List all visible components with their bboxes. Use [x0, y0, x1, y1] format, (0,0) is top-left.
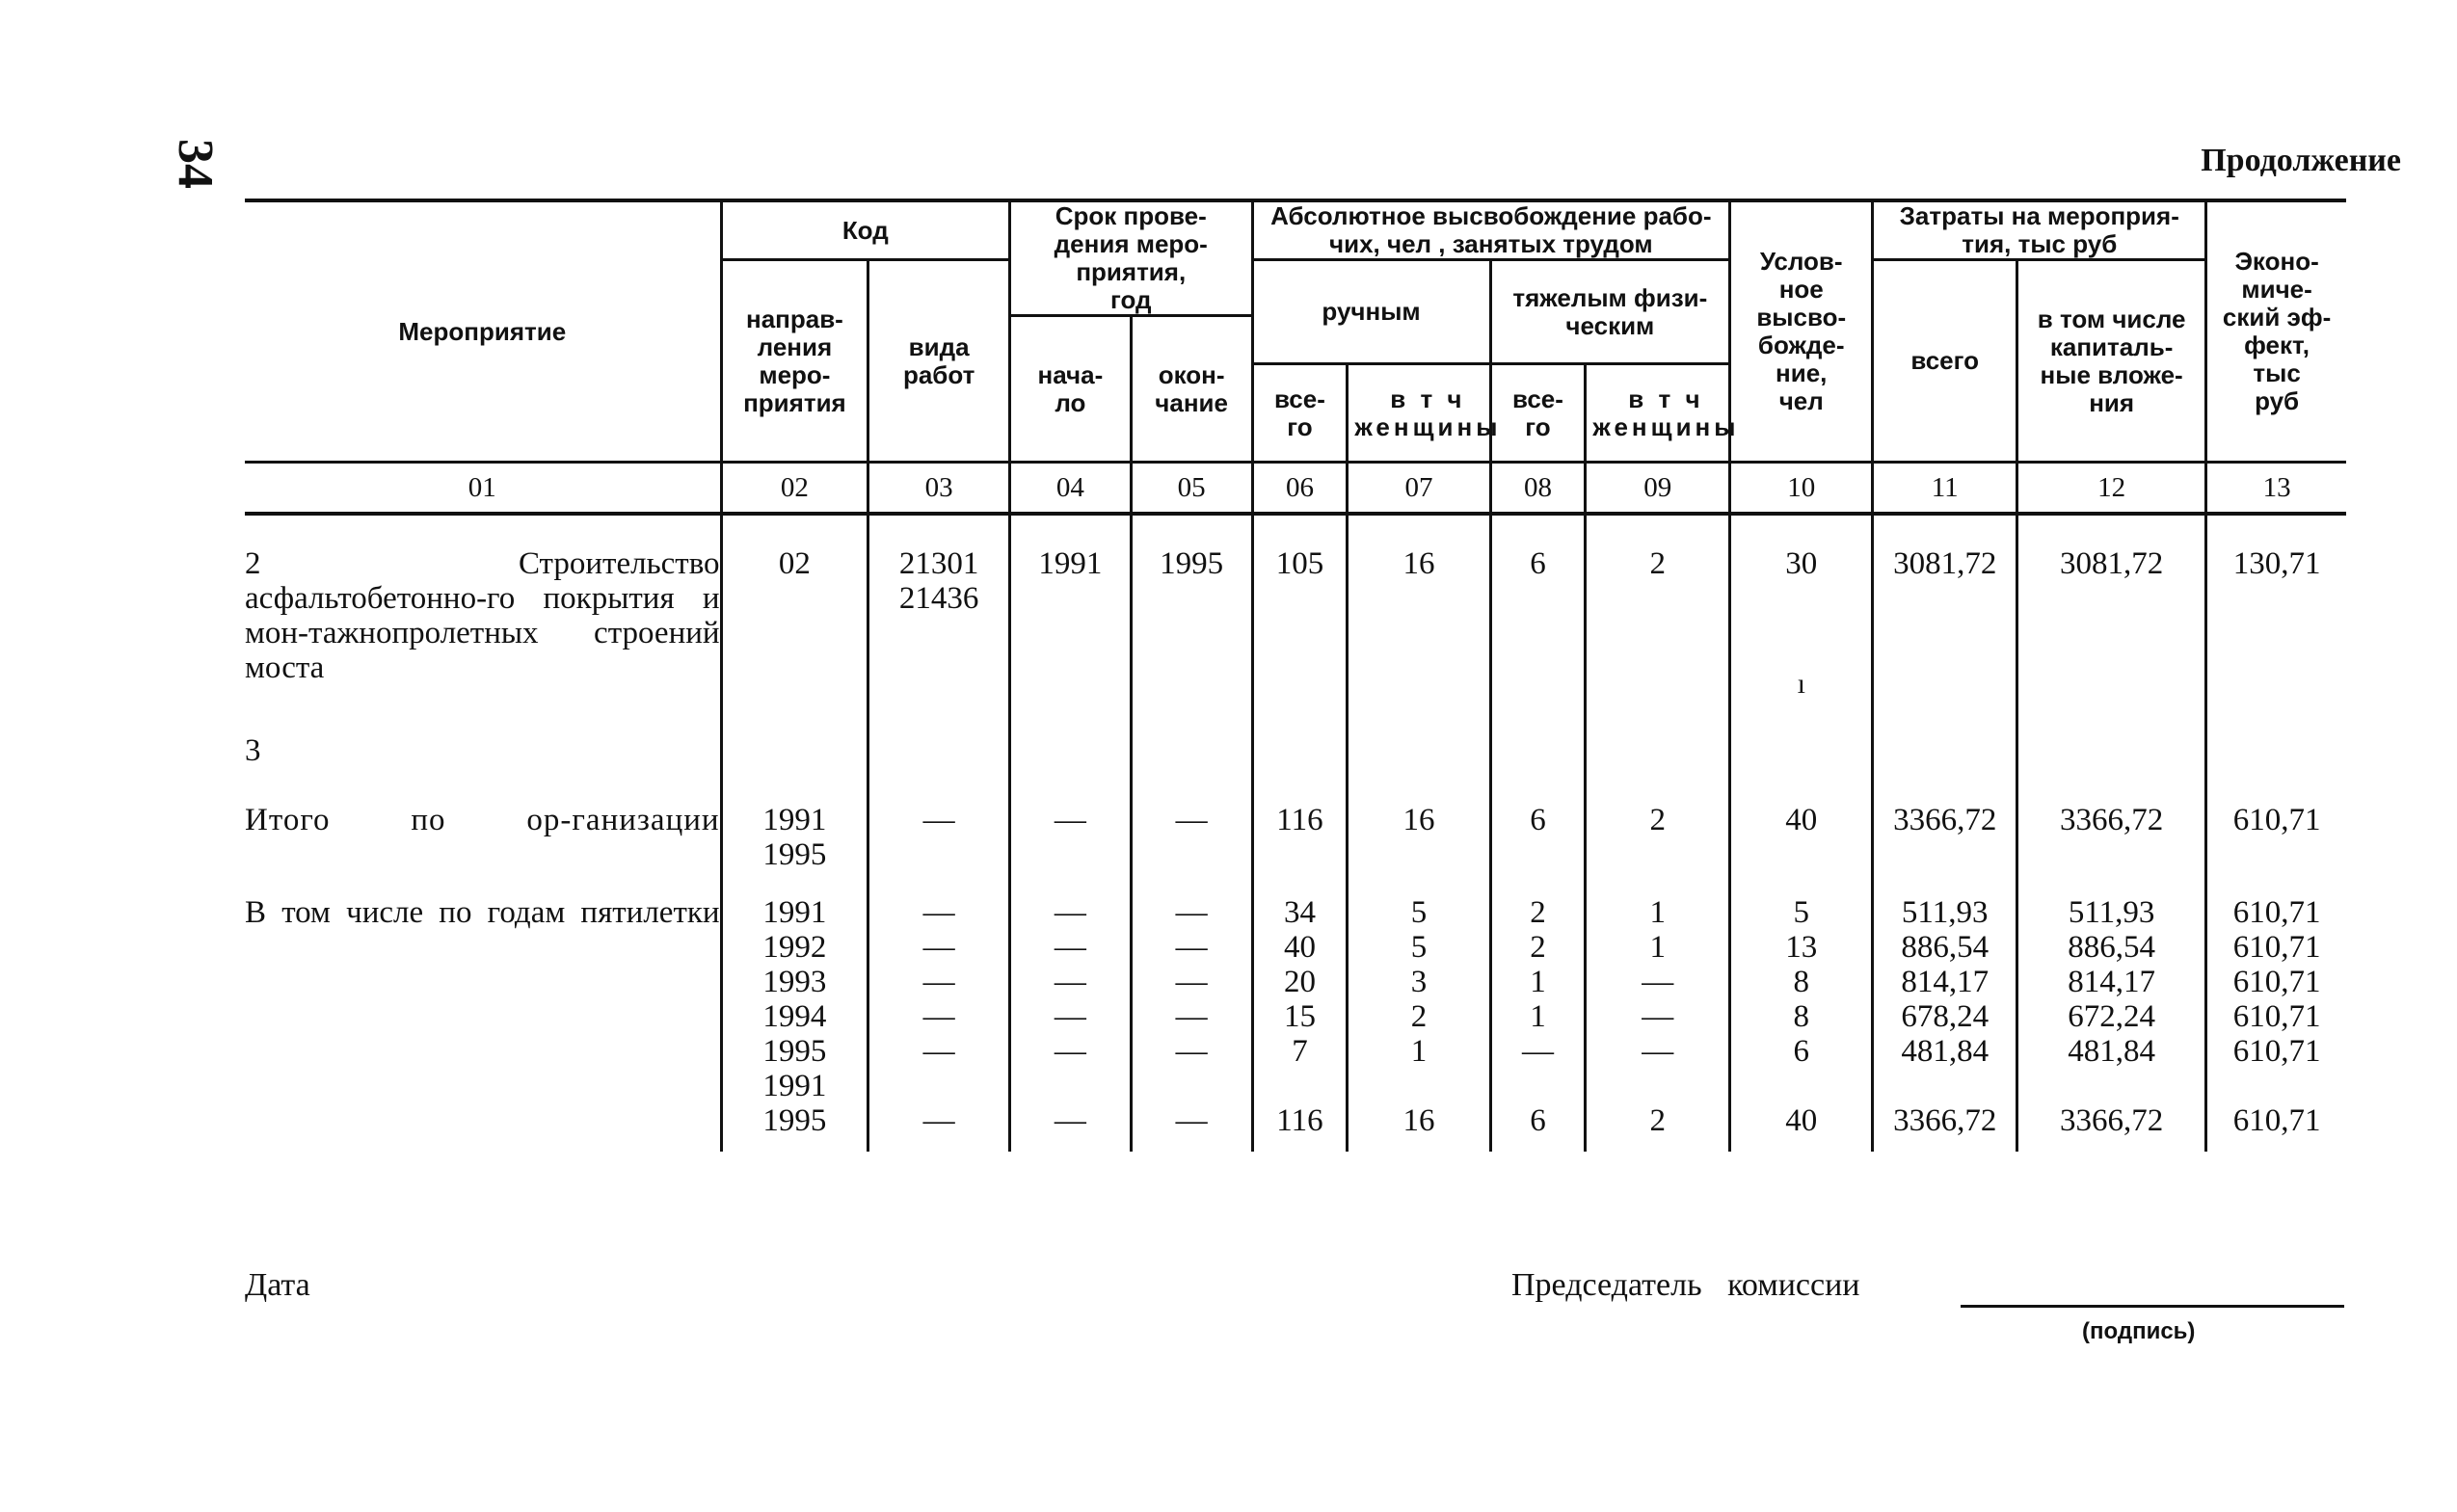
header-event: Мероприятие	[245, 200, 721, 463]
header-heavy-total: все- го	[1490, 364, 1586, 463]
col-number: 08	[1490, 463, 1586, 515]
cell: 5 13 8 8 6 40	[1730, 895, 1873, 1152]
cell: 1991 1995	[721, 791, 868, 895]
header-code: Код	[721, 200, 1009, 260]
cell: — — — — — —	[1010, 895, 1132, 1152]
header-conditional-release: Услов- ное высво- божде- ние, чел	[1730, 200, 1873, 463]
header-costs-capital: в том числе капиталь- ные вложе- ния	[2017, 260, 2206, 463]
date-label: Дата	[245, 1267, 310, 1303]
header-costs: Затраты на мероприя- тия, тыс руб	[1873, 200, 2206, 260]
cell: 6	[1490, 791, 1586, 895]
col-number: 06	[1252, 463, 1348, 515]
cell: 5 5 3 2 1 16	[1348, 895, 1490, 1152]
col-number: 03	[868, 463, 1010, 515]
cell: 16	[1348, 514, 1490, 733]
header-manual-total: все- го	[1252, 364, 1348, 463]
row-label: 3	[245, 733, 261, 768]
cell: 3081,72	[1873, 514, 2017, 733]
cell: 21301 21436	[868, 514, 1010, 733]
cell: 511,93 886,54 814,17 678,24 481,84 3366,72	[1873, 895, 2017, 1152]
header-code-work: вида работ	[868, 260, 1010, 463]
header-term-start: нача- ло	[1010, 316, 1132, 463]
col-number: 11	[1873, 463, 2017, 515]
col-number: 05	[1131, 463, 1252, 515]
cell: — — — — — —	[868, 895, 1010, 1152]
cell: 1 1 — — — 2	[1586, 895, 1730, 1152]
header-effect: Эконо- миче- ский эф- фект, тыс руб	[2206, 200, 2346, 463]
cell: 3081,72	[2017, 514, 2206, 733]
cell: 116	[1252, 791, 1348, 895]
cell: 1991	[1010, 514, 1132, 733]
cell: —	[1131, 791, 1252, 895]
row-label: 2 Строительство асфальтобетонно-го покрытия и мон-тажнопролетных строений моста	[245, 546, 720, 685]
table-row	[245, 733, 2346, 791]
cell: 1991 1992 1993 1994 1995 1991 1995	[721, 895, 868, 1152]
cell: —	[868, 791, 1010, 895]
chairman-label: Председатель комиссии	[1511, 1267, 1860, 1303]
header-costs-total: всего	[1873, 260, 2017, 463]
table-row	[245, 895, 2346, 1152]
signature-note: (подпись)	[2082, 1318, 2196, 1344]
header-heavy: тяжелым физи- ческим	[1490, 260, 1730, 364]
signature-line	[1961, 1305, 2344, 1308]
col-number: 01	[245, 463, 721, 515]
table-row	[245, 791, 2346, 895]
cell: — — — — — —	[1131, 895, 1252, 1152]
col-number: 13	[2206, 463, 2346, 515]
col-number: 12	[2017, 463, 2206, 515]
cell: 1995	[1131, 514, 1252, 733]
table-row	[245, 514, 2346, 733]
cell: 6	[1490, 514, 1586, 733]
cell: 3366,72	[2017, 791, 2206, 895]
col-number: 02	[721, 463, 868, 515]
col-number: 10	[1730, 463, 1873, 515]
cell: 130,71	[2206, 514, 2346, 733]
cell: 610,71	[2206, 791, 2346, 895]
events-table	[245, 199, 2346, 1152]
header-code-direction: направ- ления меро- приятия	[721, 260, 868, 463]
cell: 511,93 886,54 814,17 672,24 481,84 3366,72	[2017, 895, 2206, 1152]
continuation-label: Продолжение	[2201, 143, 2401, 178]
cell: 105	[1252, 514, 1348, 733]
cell: 34 40 20 15 7 116	[1252, 895, 1348, 1152]
header-term: Срок прове- дения меро- приятия, год	[1010, 200, 1253, 316]
header-heavy-women: в т ч женщины	[1586, 364, 1730, 463]
header-manual-women: в т ч женщины	[1348, 364, 1490, 463]
cell: —	[1010, 791, 1132, 895]
header-release: Абсолютное высвобождение рабо- чих, чел , занятых трудом	[1252, 200, 1730, 260]
pen-mark: ı	[1797, 668, 1805, 700]
cell: 30 ı	[1730, 514, 1873, 733]
cell: 2 2 1 1 — 6	[1490, 895, 1586, 1152]
header-manual: ручным	[1252, 260, 1490, 364]
row-label: В том числе по годам пятилетки	[245, 895, 720, 930]
cell: 16	[1348, 791, 1490, 895]
cell: 2	[1586, 514, 1730, 733]
cell: 2	[1586, 791, 1730, 895]
cell: 3366,72	[1873, 791, 2017, 895]
cell: 610,71 610,71 610,71 610,71 610,71 610,71	[2206, 895, 2346, 1152]
header-term-end: окон- чание	[1131, 316, 1252, 463]
page-number: 34	[168, 139, 223, 189]
col-number: 07	[1348, 463, 1490, 515]
cell: 40	[1730, 791, 1873, 895]
cell: 02	[721, 514, 868, 733]
row-label: Итого по ор-ганизации	[245, 803, 720, 837]
col-number: 09	[1586, 463, 1730, 515]
col-number: 04	[1010, 463, 1132, 515]
